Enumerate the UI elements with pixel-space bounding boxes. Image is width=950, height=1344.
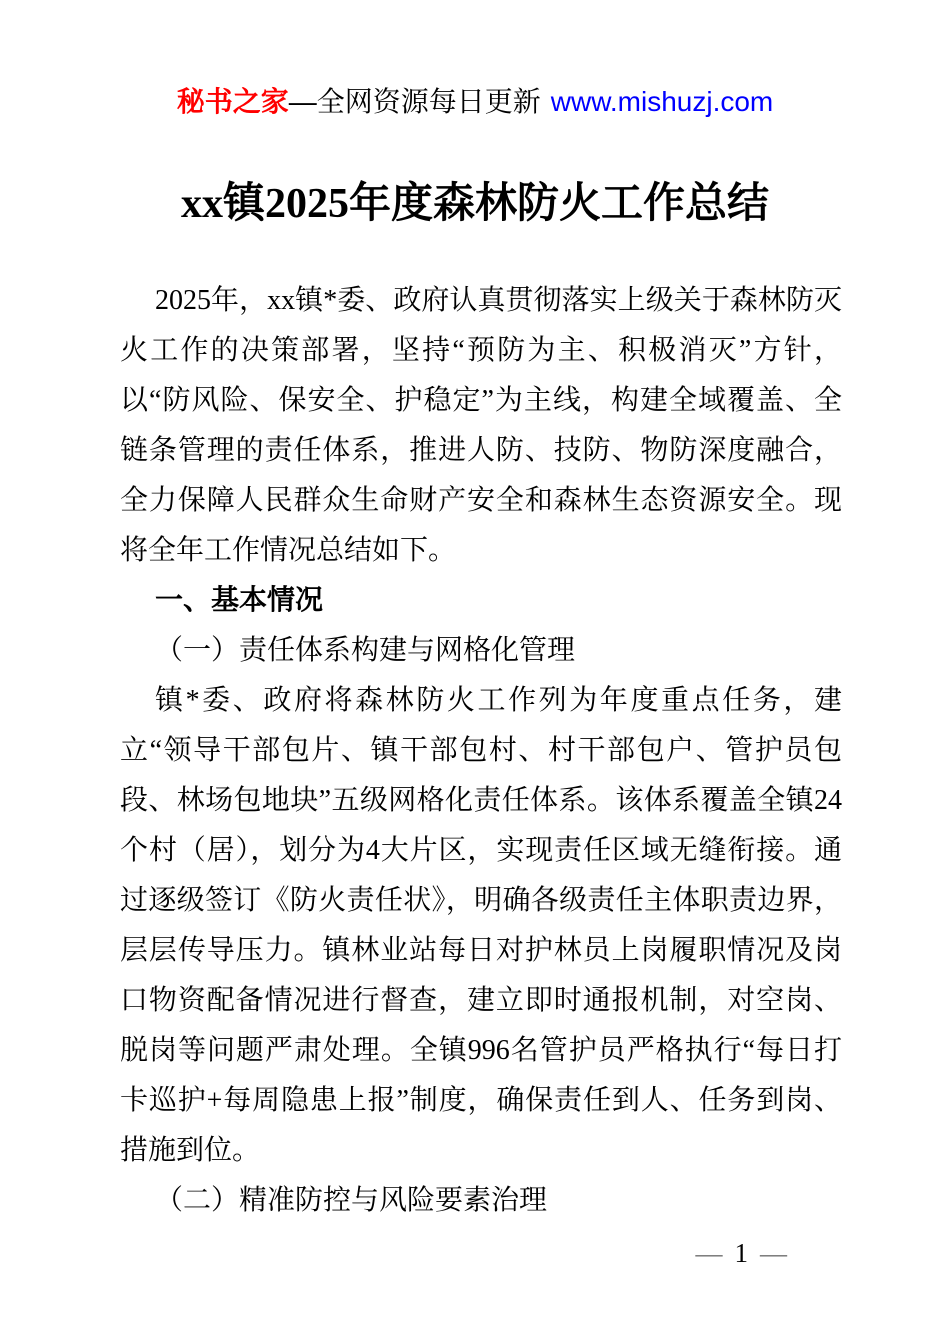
site-brand: 秘书之家 (176, 86, 289, 117)
page-number-left-dash: — (695, 1238, 723, 1268)
site-header (0, 0, 950, 118)
document-body (120, 276, 842, 1226)
page-number (696, 1236, 788, 1270)
page-number-value: 1 (734, 1238, 748, 1268)
document-title: xx镇2025年度森林防火工作总结 (180, 181, 769, 227)
site-tagline: —全网资源每日更新 (288, 86, 541, 117)
paragraph-intro: 2025年，xx镇*委、政府认真贯彻落实上级关于森林防灭火工作的决策部署，坚持“预防为主、积极消灭”方针，以“防风险、保安全、护稳定”为主线，构建全域覆盖、全链条管理的责任体系，推进人防、技防、物防深度融合，全力保障人民群众生命财产安全和森林生态资源安全。现将全年工作情况总结如下。 (120, 285, 842, 566)
heading-section-1-2: （二）精准防控与风险要素治理 (155, 1185, 548, 1216)
heading-section-1: 一、基本情况 (155, 585, 324, 616)
site-url-link[interactable]: www.mishuzj.com (550, 86, 774, 117)
heading-section-1-1: （一）责任体系构建与网格化管理 (155, 635, 576, 666)
paragraph-section-1-1: 镇*委、政府将森林防火工作列为年度重点任务，建立“领导干部包片、镇干部包村、村干部包户、管护员包段、林场包地块”五级网格化责任体系。该体系覆盖全镇24个村（居），划分为4大片区，实现责任区域无缝衔接。通过逐级签订《防火责任状》，明确各级责任主体职责边界，层层传导压力。镇林业站每日对护林员上岗履职情况及岗口物资配备情况进行督查，建立即时通报机制，对空岗、脱岗等问题严肃处理。全镇996名管护员严格执行“每日打卡巡护+每周隐患上报”制度，确保责任到人、任务到岗、措施到位。 (120, 685, 842, 1166)
page-number-right-dash: — (760, 1238, 787, 1268)
